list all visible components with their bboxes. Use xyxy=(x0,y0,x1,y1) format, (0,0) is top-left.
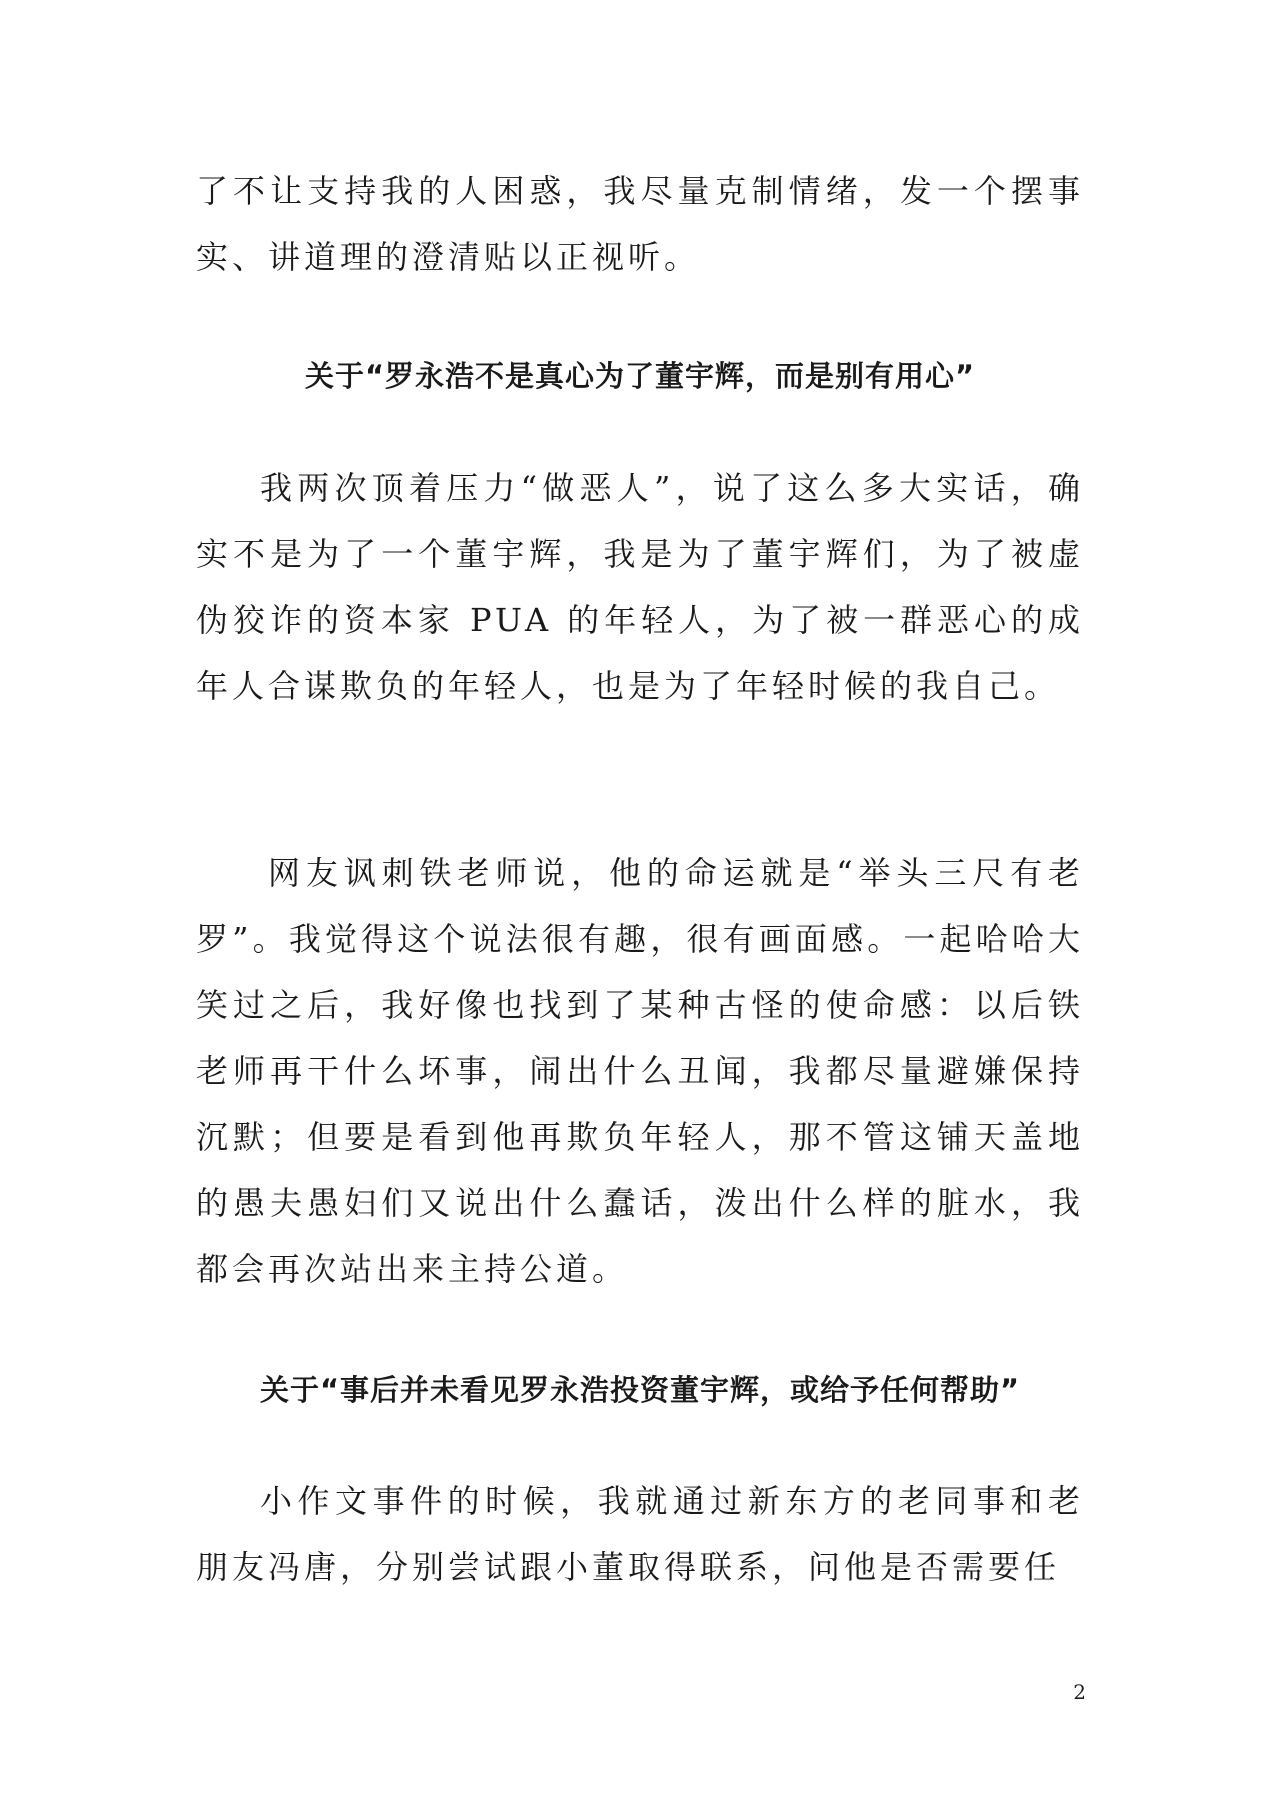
page-number: 2 xyxy=(1073,1680,1086,1704)
paragraph-continuation: 了不让支持我的人困惑，我尽量克制情绪，发一个摆事实、讲道理的澄清贴以正视听。 xyxy=(196,172,1084,276)
paragraph-mission: 网友讽刺铁老师说，他的命运就是“举头三尺有老罗”。我觉得这个说法很有趣，很有画面感。一起哈哈大笑过之后，我好像也找到了某种古怪的使命感：以后铁老师再干什么坏事，闹出什么丑闻，我都尽量避嫌保持沉默；但要是看到他再欺负年轻人，那不管这铺天盖地的愚夫愚妇们又说出什么蠢话，泼出什么样的脏水，我都会再次站出来主持公道。 xyxy=(196,854,1084,1288)
paragraph-contact: 小作文事件的时候，我就通过新东方的老同事和老朋友冯唐，分别尝试跟小董取得联系，问他是否需要任 xyxy=(196,1482,1084,1586)
paragraph-motive: 我两次顶着压力“做恶人”，说了这么多大实话，确实不是为了一个董宇辉，我是为了董宇辉们，为了被虚伪狡诈的资本家 PUA 的年轻人，为了被一群恶心的成年人合谋欺负的年轻人，也是为了年轻时候的我自己。 xyxy=(196,469,1084,705)
section-heading-motive: 关于“罗永浩不是真心为了董宇辉，而是别有用心” xyxy=(304,359,976,393)
section-heading-investment: 关于“事后并未看见罗永浩投资董宇辉，或给予任何帮助” xyxy=(259,1373,1021,1407)
